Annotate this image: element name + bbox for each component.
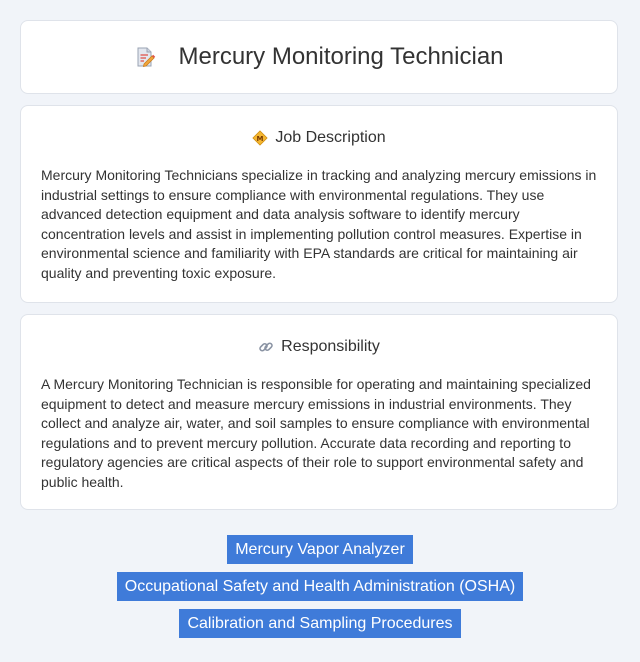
skill-tag[interactable]: Calibration and Sampling Procedures [179, 609, 460, 638]
diamond-badge-icon [252, 130, 268, 146]
title-card [20, 20, 618, 94]
responsibility-text: A Mercury Monitoring Technician is responsible for operating and maintaining specialized equipment to detect and measure mercury emissions in industrial environments. They collect and analyze air, water, and soil samples to ensure compliance with environmental regulations and to prevent mercury pollution. Accurate data recording and reporting to regulatory agencies are critical aspects of their role to support environmental safety and public health. [41, 376, 591, 490]
page-title: Mercury Monitoring Technician [178, 43, 504, 70]
link-icon [258, 339, 274, 355]
skill-tags [0, 535, 640, 646]
job-description-title: Job Description [275, 129, 386, 146]
job-description-card [20, 105, 618, 303]
skill-tag[interactable]: Mercury Vapor Analyzer [227, 535, 413, 564]
responsibility-card [20, 314, 618, 510]
job-description-text: Mercury Monitoring Technicians specialize in tracking and analyzing mercury emissions in industrial settings to ensure compliance with environmental regulations. They use advanced detection equipment and data analysis software to identify mercury concentration levels and assist in implementing pollution control measures. Expertise in environmental science and familiarity with EPA standards are critical for maintaining air quality and preventing toxic exposure. [41, 167, 597, 281]
responsibility-title: Responsibility [281, 338, 380, 355]
skill-tag[interactable]: Occupational Safety and Health Administration (OSHA) [117, 572, 523, 601]
svg-text:M: M [256, 134, 264, 143]
job-description-heading [41, 128, 597, 148]
document-pencil-icon [134, 46, 156, 68]
responsibility-heading [41, 337, 597, 357]
